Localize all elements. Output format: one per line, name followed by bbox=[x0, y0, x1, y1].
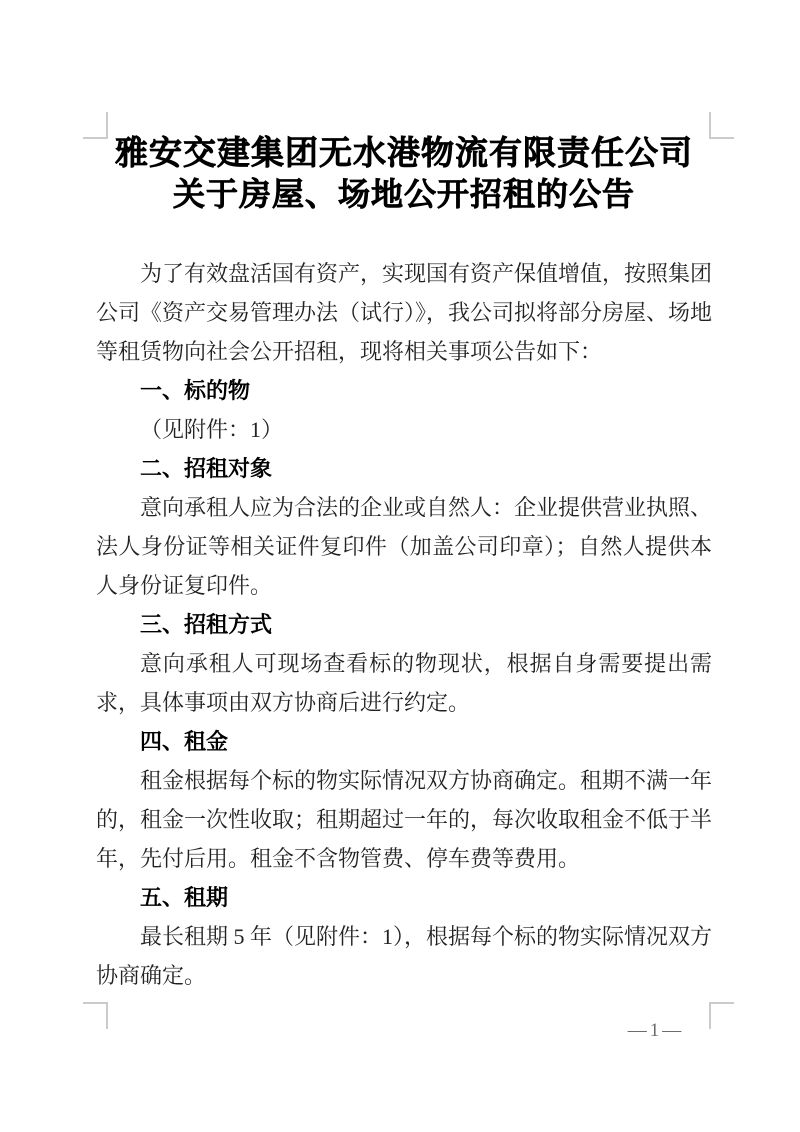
document-body bbox=[96, 254, 712, 995]
section-2-heading: 二、招租对象 bbox=[140, 456, 273, 481]
section-3-body: 意向承租人可现场查看标的物现状，根据自身需要提出需求，具体事项由双方协商后进行约定。 bbox=[96, 651, 712, 715]
section-2-body: 意向承租人应为合法的企业或自然人：企业提供营业执照、法人身份证等相关证件复印件（加盖公司印章）；自然人提供本人身份证复印件。 bbox=[96, 495, 713, 598]
intro-paragraph: 为了有效盘活国有资产，实现国有资产保值增值，按照集团公司《资产交易管理办法（试行）》，我公司拟将部分房屋、场地等租赁物向社会公开招租，现将相关事项公告如下： bbox=[96, 261, 713, 364]
section-1-body: （见附件：1） bbox=[140, 417, 284, 442]
section-4-heading: 四、租金 bbox=[140, 729, 229, 754]
section-3-heading: 三、招租方式 bbox=[140, 612, 273, 637]
crop-mark-top-right bbox=[709, 112, 734, 139]
crop-mark-bottom-right bbox=[709, 1002, 734, 1029]
page-number: —1— bbox=[627, 1020, 685, 1041]
document-title-line-2: 关于房屋、场地公开招租的公告 bbox=[172, 176, 635, 212]
section-5-body: 最长租期 5 年（见附件：1），根据每个标的物实际情况双方协商确定。 bbox=[96, 924, 713, 988]
document-title bbox=[96, 134, 712, 214]
document-content bbox=[96, 134, 712, 995]
document-title-line-1: 雅安交建集团无水港物流有限责任公司 bbox=[115, 136, 693, 172]
crop-mark-bottom-left bbox=[83, 1002, 108, 1029]
section-4-body: 租金根据每个标的物实际情况双方协商确定。租期不满一年的，租金一次性收取；租期超过一年的，每次收取租金不低于半年，先付后用。租金不含物管费、停车费等费用。 bbox=[96, 768, 713, 871]
section-1-heading: 一、标的物 bbox=[140, 378, 251, 403]
section-5-heading: 五、租期 bbox=[140, 885, 229, 910]
